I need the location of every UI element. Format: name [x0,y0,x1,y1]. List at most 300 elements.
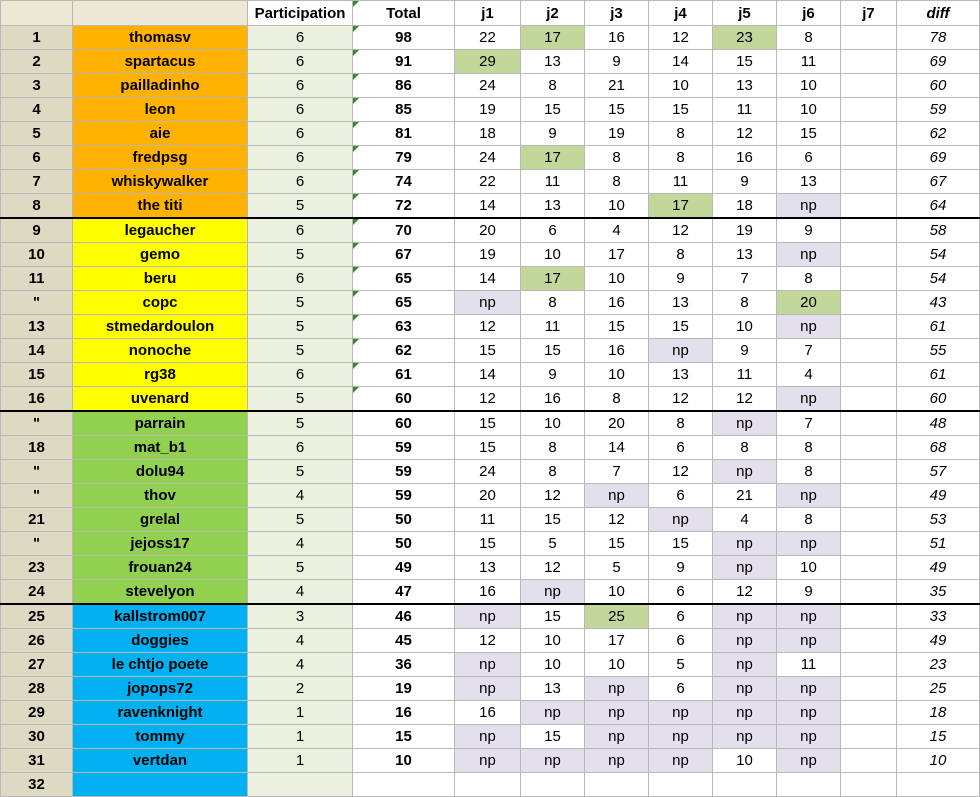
score-cell-j4[interactable]: 6 [649,484,713,508]
header-j5[interactable]: j5 [713,1,777,26]
score-cell-j4[interactable]: 12 [649,460,713,484]
score-cell-j2[interactable]: 12 [521,556,585,580]
score-cell-j1[interactable]: 29 [455,50,521,74]
total-cell[interactable] [353,701,455,725]
total-cell[interactable] [353,653,455,677]
diff-cell[interactable]: 49 [897,556,980,580]
player-name-cell[interactable]: ravenknight [73,701,248,725]
participation-cell[interactable]: 1 [248,701,353,725]
score-cell-j2[interactable]: 11 [521,315,585,339]
score-cell-j2[interactable]: 15 [521,339,585,363]
score-cell-j2[interactable]: 17 [521,267,585,291]
total-cell[interactable] [353,267,455,291]
score-cell-j7[interactable] [841,580,897,605]
header-name[interactable] [73,1,248,26]
score-cell-j1[interactable]: 14 [455,267,521,291]
player-name-cell[interactable]: aie [73,122,248,146]
score-cell-j3[interactable]: 19 [585,122,649,146]
player-name-cell[interactable]: leon [73,98,248,122]
score-cell-j3[interactable]: 17 [585,629,649,653]
score-cell-j2[interactable]: 8 [521,436,585,460]
score-cell-j4[interactable]: 12 [649,387,713,412]
score-cell-j5[interactable] [713,773,777,797]
rank-cell[interactable]: 13 [1,315,73,339]
score-cell-j5[interactable]: 10 [713,315,777,339]
score-cell-j7[interactable] [841,243,897,267]
participation-cell[interactable]: 3 [248,604,353,629]
score-cell-j1[interactable]: 24 [455,146,521,170]
score-cell-j7[interactable] [841,339,897,363]
rank-cell[interactable]: " [1,532,73,556]
diff-cell[interactable]: 61 [897,363,980,387]
score-cell-j4[interactable]: 8 [649,122,713,146]
score-cell-j5[interactable]: 13 [713,243,777,267]
participation-cell[interactable]: 6 [248,267,353,291]
diff-cell[interactable]: 68 [897,436,980,460]
diff-cell[interactable]: 62 [897,122,980,146]
score-cell-j2[interactable]: np [521,749,585,773]
diff-cell[interactable]: 15 [897,725,980,749]
player-name-cell[interactable]: thomasv [73,26,248,50]
rank-cell[interactable]: 15 [1,363,73,387]
score-cell-j6[interactable]: 9 [777,580,841,605]
header-j6[interactable]: j6 [777,1,841,26]
score-cell-j2[interactable]: 12 [521,484,585,508]
player-name-cell[interactable]: legaucher [73,218,248,243]
score-cell-j5[interactable]: 15 [713,50,777,74]
score-cell-j1[interactable]: 12 [455,387,521,412]
participation-cell[interactable]: 5 [248,508,353,532]
score-cell-j7[interactable] [841,701,897,725]
score-cell-j1[interactable]: 24 [455,74,521,98]
total-cell[interactable] [353,629,455,653]
score-cell-j7[interactable] [841,387,897,412]
player-name-cell[interactable] [73,773,248,797]
diff-cell[interactable]: 78 [897,26,980,50]
participation-cell[interactable]: 5 [248,291,353,315]
score-cell-j5[interactable]: np [713,460,777,484]
score-cell-j1[interactable]: np [455,677,521,701]
diff-cell[interactable]: 54 [897,267,980,291]
total-cell[interactable] [353,315,455,339]
score-cell-j5[interactable]: 21 [713,484,777,508]
total-cell[interactable] [353,508,455,532]
score-cell-j4[interactable]: 13 [649,291,713,315]
score-cell-j4[interactable]: 13 [649,363,713,387]
player-name-cell[interactable]: whiskywalker [73,170,248,194]
score-cell-j7[interactable] [841,653,897,677]
score-cell-j1[interactable]: 15 [455,339,521,363]
rank-cell[interactable]: 1 [1,26,73,50]
diff-cell[interactable]: 48 [897,411,980,436]
diff-cell[interactable]: 49 [897,484,980,508]
score-cell-j2[interactable]: np [521,580,585,605]
score-cell-j3[interactable]: 4 [585,218,649,243]
score-cell-j6[interactable]: 9 [777,218,841,243]
score-cell-j4[interactable]: 15 [649,315,713,339]
score-cell-j2[interactable]: 6 [521,218,585,243]
score-cell-j4[interactable]: 15 [649,532,713,556]
diff-cell[interactable]: 23 [897,653,980,677]
total-cell[interactable] [353,74,455,98]
participation-cell[interactable]: 6 [248,74,353,98]
score-cell-j2[interactable]: 8 [521,460,585,484]
score-cell-j1[interactable]: 16 [455,701,521,725]
score-cell-j6[interactable]: np [777,315,841,339]
participation-cell[interactable]: 4 [248,653,353,677]
total-cell[interactable] [353,604,455,629]
participation-cell[interactable]: 5 [248,387,353,412]
score-cell-j4[interactable]: np [649,701,713,725]
diff-cell[interactable]: 18 [897,701,980,725]
rank-cell[interactable]: 31 [1,749,73,773]
total-cell[interactable] [353,146,455,170]
score-cell-j5[interactable]: np [713,532,777,556]
player-name-cell[interactable]: le chtjo poete [73,653,248,677]
score-cell-j1[interactable]: 20 [455,484,521,508]
player-name-cell[interactable]: spartacus [73,50,248,74]
score-cell-j3[interactable]: 8 [585,146,649,170]
score-cell-j1[interactable]: 16 [455,580,521,605]
participation-cell[interactable]: 6 [248,363,353,387]
total-cell[interactable] [353,170,455,194]
rank-cell[interactable]: 27 [1,653,73,677]
score-cell-j6[interactable]: 11 [777,653,841,677]
total-cell[interactable] [353,218,455,243]
score-cell-j1[interactable]: 12 [455,629,521,653]
score-cell-j1[interactable]: 19 [455,98,521,122]
total-cell[interactable] [353,122,455,146]
header-j3[interactable]: j3 [585,1,649,26]
participation-cell[interactable]: 4 [248,580,353,605]
rank-cell[interactable]: 28 [1,677,73,701]
score-cell-j2[interactable]: 15 [521,98,585,122]
score-cell-j4[interactable]: 8 [649,411,713,436]
score-cell-j3[interactable]: 15 [585,532,649,556]
diff-cell[interactable]: 25 [897,677,980,701]
diff-cell[interactable]: 58 [897,218,980,243]
player-name-cell[interactable]: nonoche [73,339,248,363]
participation-cell[interactable]: 5 [248,243,353,267]
score-cell-j5[interactable]: 12 [713,387,777,412]
participation-cell[interactable] [248,773,353,797]
diff-cell[interactable]: 67 [897,170,980,194]
diff-cell[interactable]: 69 [897,146,980,170]
participation-cell[interactable]: 6 [248,436,353,460]
score-cell-j2[interactable]: 11 [521,170,585,194]
header-j7[interactable]: j7 [841,1,897,26]
score-cell-j7[interactable] [841,122,897,146]
score-cell-j4[interactable]: 6 [649,436,713,460]
diff-cell[interactable]: 10 [897,749,980,773]
score-cell-j3[interactable]: np [585,677,649,701]
score-cell-j1[interactable]: 20 [455,218,521,243]
score-cell-j4[interactable]: 12 [649,26,713,50]
score-cell-j7[interactable] [841,460,897,484]
header-j4[interactable]: j4 [649,1,713,26]
diff-cell[interactable]: 55 [897,339,980,363]
participation-cell[interactable]: 6 [248,170,353,194]
score-cell-j6[interactable]: np [777,604,841,629]
score-cell-j7[interactable] [841,725,897,749]
score-cell-j6[interactable]: np [777,701,841,725]
score-cell-j5[interactable]: np [713,701,777,725]
score-cell-j3[interactable]: np [585,484,649,508]
score-cell-j6[interactable]: np [777,243,841,267]
score-cell-j1[interactable]: 13 [455,556,521,580]
score-cell-j3[interactable] [585,773,649,797]
score-cell-j4[interactable]: 6 [649,604,713,629]
score-cell-j6[interactable]: np [777,532,841,556]
score-cell-j5[interactable]: np [713,725,777,749]
participation-cell[interactable]: 5 [248,339,353,363]
score-cell-j5[interactable]: 10 [713,749,777,773]
rank-cell[interactable]: 32 [1,773,73,797]
header-diff[interactable]: diff [897,1,980,26]
score-cell-j3[interactable]: 16 [585,339,649,363]
diff-cell[interactable]: 57 [897,460,980,484]
score-cell-j2[interactable]: 5 [521,532,585,556]
score-cell-j2[interactable]: 10 [521,629,585,653]
score-cell-j5[interactable]: 16 [713,146,777,170]
score-cell-j7[interactable] [841,436,897,460]
total-cell[interactable] [353,532,455,556]
score-cell-j5[interactable]: 8 [713,291,777,315]
total-cell[interactable] [353,556,455,580]
score-cell-j4[interactable]: 9 [649,556,713,580]
total-cell[interactable] [353,363,455,387]
rank-cell[interactable]: 18 [1,436,73,460]
score-cell-j1[interactable]: 24 [455,460,521,484]
score-cell-j5[interactable]: 19 [713,218,777,243]
score-cell-j2[interactable]: 15 [521,725,585,749]
score-cell-j6[interactable]: 8 [777,26,841,50]
rank-cell[interactable]: 16 [1,387,73,412]
score-cell-j1[interactable]: np [455,604,521,629]
diff-cell[interactable]: 49 [897,629,980,653]
score-cell-j7[interactable] [841,50,897,74]
diff-cell[interactable]: 51 [897,532,980,556]
score-cell-j2[interactable]: 9 [521,363,585,387]
player-name-cell[interactable]: frouan24 [73,556,248,580]
player-name-cell[interactable]: the titi [73,194,248,219]
score-cell-j6[interactable]: np [777,387,841,412]
score-cell-j2[interactable] [521,773,585,797]
player-name-cell[interactable]: parrain [73,411,248,436]
score-cell-j6[interactable]: 6 [777,146,841,170]
header-total[interactable] [353,1,455,26]
score-cell-j2[interactable]: 15 [521,604,585,629]
score-cell-j3[interactable]: 10 [585,267,649,291]
participation-cell[interactable]: 6 [248,218,353,243]
score-cell-j5[interactable]: np [713,653,777,677]
score-cell-j1[interactable]: 14 [455,363,521,387]
score-cell-j4[interactable]: 10 [649,74,713,98]
total-cell[interactable] [353,460,455,484]
score-cell-j2[interactable]: 13 [521,50,585,74]
player-name-cell[interactable]: stevelyon [73,580,248,605]
score-cell-j1[interactable] [455,773,521,797]
diff-cell[interactable]: 54 [897,243,980,267]
score-cell-j6[interactable]: 7 [777,339,841,363]
score-cell-j6[interactable]: 8 [777,508,841,532]
score-cell-j6[interactable]: 10 [777,556,841,580]
total-cell[interactable] [353,291,455,315]
score-cell-j4[interactable]: 15 [649,98,713,122]
score-cell-j2[interactable]: 17 [521,146,585,170]
rank-cell[interactable]: " [1,291,73,315]
total-cell[interactable] [353,580,455,605]
participation-cell[interactable]: 6 [248,50,353,74]
rank-cell[interactable]: 24 [1,580,73,605]
score-cell-j5[interactable]: np [713,556,777,580]
header-rank[interactable] [1,1,73,26]
score-cell-j7[interactable] [841,98,897,122]
total-cell[interactable] [353,749,455,773]
score-cell-j2[interactable]: 10 [521,243,585,267]
score-cell-j6[interactable]: 11 [777,50,841,74]
score-cell-j3[interactable]: 21 [585,74,649,98]
score-cell-j7[interactable] [841,508,897,532]
score-cell-j3[interactable]: 25 [585,604,649,629]
participation-cell[interactable]: 2 [248,677,353,701]
participation-cell[interactable]: 6 [248,98,353,122]
player-name-cell[interactable]: fredpsg [73,146,248,170]
total-cell[interactable] [353,26,455,50]
score-cell-j6[interactable]: 13 [777,170,841,194]
rank-cell[interactable]: 3 [1,74,73,98]
score-cell-j1[interactable]: 22 [455,170,521,194]
score-cell-j1[interactable]: np [455,291,521,315]
player-name-cell[interactable]: copc [73,291,248,315]
rank-cell[interactable]: 10 [1,243,73,267]
player-name-cell[interactable]: dolu94 [73,460,248,484]
participation-cell[interactable]: 4 [248,484,353,508]
total-cell[interactable] [353,339,455,363]
score-cell-j2[interactable]: 16 [521,387,585,412]
score-cell-j5[interactable]: 8 [713,436,777,460]
score-cell-j1[interactable]: 19 [455,243,521,267]
rank-cell[interactable]: 21 [1,508,73,532]
score-cell-j2[interactable]: 17 [521,26,585,50]
header-j1[interactable]: j1 [455,1,521,26]
score-cell-j4[interactable]: 8 [649,146,713,170]
participation-cell[interactable]: 6 [248,122,353,146]
score-cell-j3[interactable]: 16 [585,291,649,315]
score-cell-j6[interactable]: np [777,484,841,508]
score-cell-j3[interactable]: np [585,701,649,725]
player-name-cell[interactable]: rg38 [73,363,248,387]
score-cell-j5[interactable]: 12 [713,580,777,605]
player-name-cell[interactable]: vertdan [73,749,248,773]
score-cell-j2[interactable]: 9 [521,122,585,146]
score-cell-j3[interactable]: 10 [585,194,649,219]
total-cell[interactable] [353,243,455,267]
participation-cell[interactable]: 4 [248,532,353,556]
diff-cell[interactable]: 64 [897,194,980,219]
score-cell-j4[interactable]: 11 [649,170,713,194]
score-cell-j3[interactable]: 10 [585,653,649,677]
score-cell-j4[interactable]: np [649,508,713,532]
score-cell-j5[interactable]: np [713,411,777,436]
diff-cell[interactable] [897,773,980,797]
score-cell-j5[interactable]: 9 [713,339,777,363]
score-cell-j1[interactable]: np [455,749,521,773]
player-name-cell[interactable]: beru [73,267,248,291]
score-cell-j5[interactable]: np [713,629,777,653]
rank-cell[interactable]: 29 [1,701,73,725]
diff-cell[interactable]: 61 [897,315,980,339]
score-cell-j5[interactable]: 18 [713,194,777,219]
score-cell-j2[interactable]: 15 [521,508,585,532]
score-cell-j3[interactable]: 10 [585,363,649,387]
score-cell-j3[interactable]: 5 [585,556,649,580]
score-cell-j7[interactable] [841,146,897,170]
score-cell-j1[interactable]: 11 [455,508,521,532]
player-name-cell[interactable]: kallstrom007 [73,604,248,629]
score-cell-j7[interactable] [841,315,897,339]
score-cell-j6[interactable]: 10 [777,74,841,98]
score-cell-j5[interactable]: 4 [713,508,777,532]
total-cell[interactable] [353,773,455,797]
score-cell-j4[interactable]: 5 [649,653,713,677]
score-cell-j3[interactable]: 8 [585,170,649,194]
diff-cell[interactable]: 60 [897,74,980,98]
score-cell-j3[interactable]: 20 [585,411,649,436]
total-cell[interactable] [353,50,455,74]
participation-cell[interactable]: 5 [248,556,353,580]
total-cell[interactable] [353,98,455,122]
player-name-cell[interactable]: tommy [73,725,248,749]
score-cell-j6[interactable]: np [777,194,841,219]
score-cell-j3[interactable]: 9 [585,50,649,74]
rank-cell[interactable]: " [1,411,73,436]
score-cell-j4[interactable]: 17 [649,194,713,219]
score-cell-j6[interactable]: 4 [777,363,841,387]
score-cell-j6[interactable]: 10 [777,98,841,122]
score-cell-j7[interactable] [841,629,897,653]
diff-cell[interactable]: 69 [897,50,980,74]
total-cell[interactable] [353,411,455,436]
score-cell-j6[interactable]: np [777,749,841,773]
score-cell-j2[interactable]: 13 [521,194,585,219]
score-cell-j5[interactable]: 11 [713,98,777,122]
rank-cell[interactable]: " [1,460,73,484]
score-cell-j1[interactable]: 12 [455,315,521,339]
participation-cell[interactable]: 5 [248,411,353,436]
score-cell-j4[interactable]: 9 [649,267,713,291]
participation-cell[interactable]: 6 [248,146,353,170]
score-cell-j2[interactable]: np [521,701,585,725]
player-name-cell[interactable]: grelal [73,508,248,532]
score-cell-j7[interactable] [841,749,897,773]
score-cell-j2[interactable]: 10 [521,411,585,436]
diff-cell[interactable]: 60 [897,387,980,412]
score-cell-j2[interactable]: 8 [521,291,585,315]
score-cell-j7[interactable] [841,677,897,701]
score-cell-j3[interactable]: 15 [585,98,649,122]
score-cell-j5[interactable]: 9 [713,170,777,194]
player-name-cell[interactable]: pailladinho [73,74,248,98]
total-cell[interactable] [353,677,455,701]
score-cell-j2[interactable]: 8 [521,74,585,98]
score-cell-j7[interactable] [841,26,897,50]
score-cell-j1[interactable]: np [455,653,521,677]
score-cell-j6[interactable]: 15 [777,122,841,146]
score-cell-j3[interactable]: 7 [585,460,649,484]
rank-cell[interactable]: 23 [1,556,73,580]
rank-cell[interactable]: 2 [1,50,73,74]
